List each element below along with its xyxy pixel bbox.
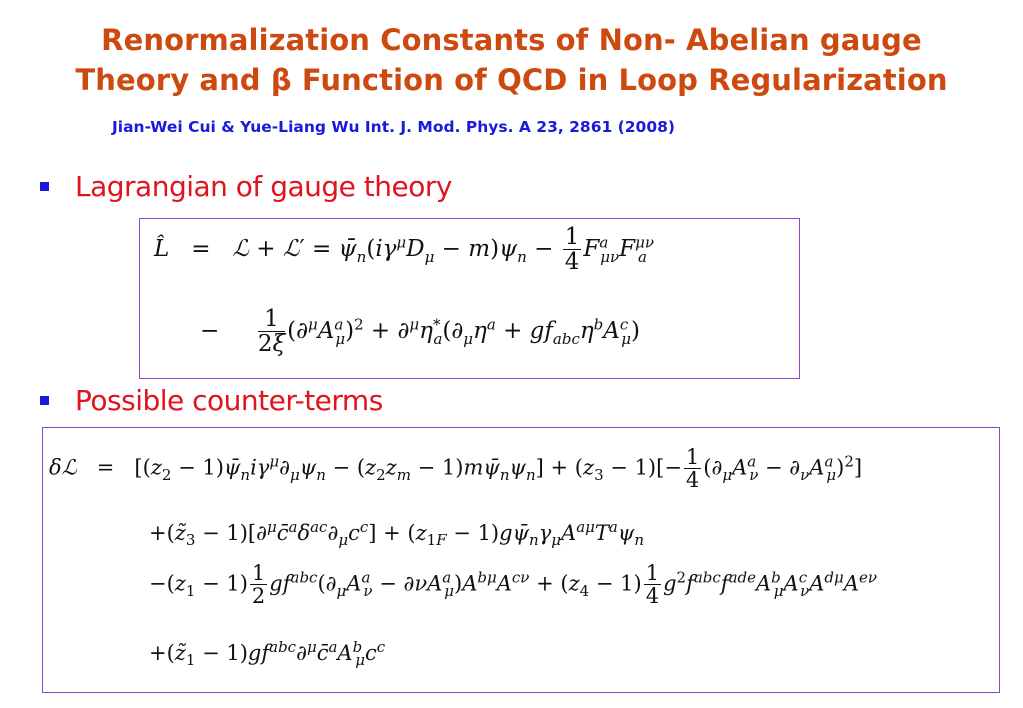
slide-title xyxy=(0,20,1023,100)
author-citation: Jian-Wei Cui & Yue-Liang Wu Int. J. Mod. Phys. A 23, 2861 (2008) xyxy=(112,118,675,136)
counter-terms-line-3: $-(z_1 - 1)$ $\frac{1}{2}$ $gf^{abc}(\partial_\mu A^a_\nu - \partial\nu A^a_\mu)A^{b\mu}A^{c\nu} + (z_4 - 1)$ $\frac{1}{4}$ $g^2f^{abc}f^{ade}A^b_\mu A^c_\nu A^{d\mu}A^{e\nu}$ xyxy=(149,561,877,609)
counter-terms-line-2: $+(z̃_3$ − $1)[\partial^\mu c̄^a\delta^{ac}\partial_\mu c^c] + (z_{1F}$ − $1)g\psī_n\gamma_\mu A^{a\mu}T^a\psi_n$ xyxy=(149,518,645,550)
bullet-label: Lagrangian of gauge theory xyxy=(75,170,452,203)
lagrangian-line-2: − $\frac{1}{2\xi}$ $(\partial^\mu A^a_\mu)^2 + \partial^\mu\eta^*_a(\partial_\mu\eta^a + gf_{abc}\eta^bA^c_\mu)$ xyxy=(200,306,641,358)
square-bullet-icon xyxy=(40,396,49,405)
lagrangian-equation-box xyxy=(139,218,800,379)
counter-terms-line-4: $+(z̃_1$ − $1)gf^{abc}\partial^\mu c̄^aA^b_\mu c^c$ xyxy=(149,638,386,670)
title-line-1: Renormalization Constants of Non- Abelian gauge xyxy=(101,23,922,57)
title-line-2: Theory and β Function of QCD in Loop Regularization xyxy=(75,63,948,97)
bullet-lagrangian xyxy=(40,170,452,203)
bullet-label: Possible counter-terms xyxy=(75,384,383,417)
bullet-counter-terms xyxy=(40,384,383,417)
counter-terms-line-1: δℒ = [($z_2$ − $1)\psī_ni\gamma^\mu\partial_\mu\psi_n - (z_2z_m$ − $1)m\psī_n\psi_n] + (z_3 - 1)[-$ $\frac{1}{4}$ $(\partial_\mu A^a_\nu - \partial_\nu A^a_\mu)^2$] xyxy=(49,445,863,493)
lagrangian-line-1: L̂ = ℒ + ℒ′ = $\psī_n(i\gamma^\mu D_\mu - m)\psi_n$ − $\frac{1}{4}$ $F^a_{\mu\nu}F^{\mu\nu}_a$ xyxy=(154,224,654,276)
square-bullet-icon xyxy=(40,182,49,191)
counter-terms-equation-box xyxy=(42,427,1000,693)
